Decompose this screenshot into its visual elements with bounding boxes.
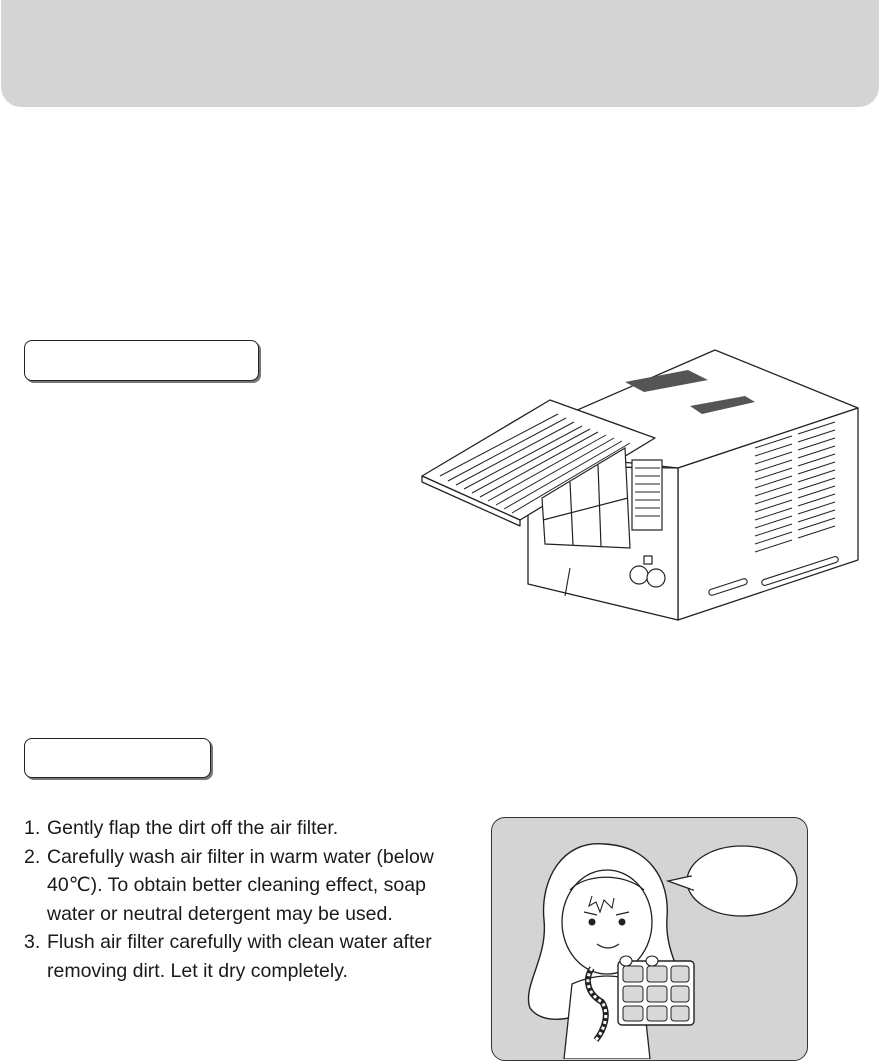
- header-band: [1, 0, 879, 107]
- step-text: Gently flap the dirt off the air filter.: [47, 817, 339, 839]
- step-number: 2.: [24, 845, 41, 868]
- girl-eye-left: [589, 919, 596, 926]
- step-number: 3.: [24, 931, 41, 953]
- air-conditioner-illustration: [420, 348, 860, 623]
- instruction-step: [24, 814, 454, 843]
- control-knob-2: [647, 569, 665, 587]
- girl-eye-right: [619, 919, 626, 926]
- instruction-step: [24, 928, 454, 985]
- speech-bubble-icon: [668, 846, 797, 916]
- step-text: Carefully wash air filter in warm water (below 40℃). To obtain better cleaning effect, soap water or neutral detergent may be used.: [47, 845, 434, 925]
- cartoon-panel: [491, 817, 808, 1061]
- cleaning-instructions: [24, 814, 454, 985]
- louver-grille: [632, 460, 662, 530]
- step-number: 1.: [24, 817, 41, 839]
- section-label-cleaning: [24, 738, 211, 778]
- section-label-removal: [24, 340, 259, 381]
- instruction-step: [24, 843, 454, 929]
- step-text: Flush air filter carefully with clean water after removing dirt. Let it dry completely.: [47, 931, 432, 982]
- air-filter-held: [618, 956, 694, 1025]
- girl-holding-filter-illustration: [492, 818, 806, 1059]
- control-knob-1: [630, 566, 648, 584]
